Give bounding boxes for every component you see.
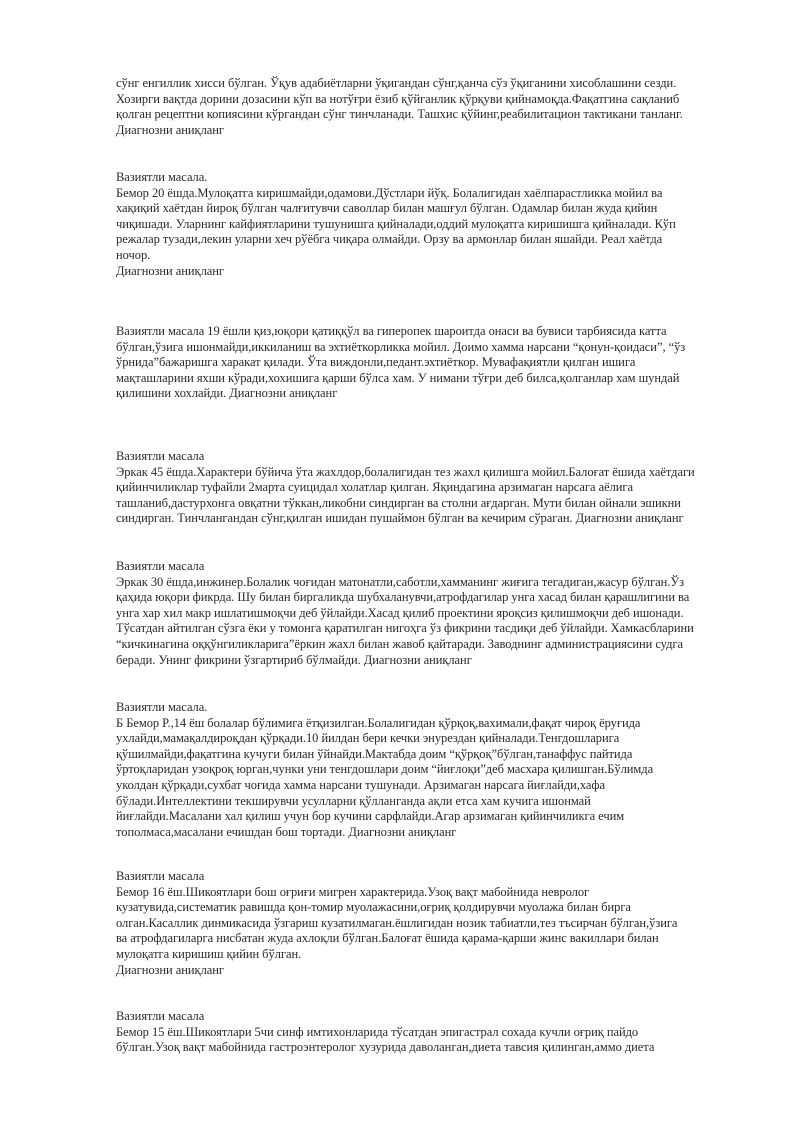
case-7: Вазиятли масала Бемор 15 ёш.Шикоятлари 5чи синф имтихонларида тўсатдан эпигастрал сохада кучли оғриқ пайдо бўлган.Узоқ вақт мабойнида гастроэнтеролог хузурида даволанган,диета тавсия қилинган,аммо диета: [116, 1009, 655, 1055]
case-5: Вазиятли масала. Б Бемор Р.,14 ёш болалар бўлимига ётқизилган.Болалигидан қўрқоқ,вахимали,фақат чироқ ёруғида ухлайди,мамақалдироқдан қўрқади.10 йилдан бери кечки энурездан қийналади.Тенгдошларига қўшилмайди,фақатгина кучуги билан ўйнайди.Мактабда доим “қўрқоқ”бўлган,танаффус пайтида ўртоқларидан узоқроқ юрган,чунки уни тенгдошлари доим “йиғлоқи”деб масхара қилишган.Бўлимда уколдан қўрқади,сухбат чоғида хамма нарсани тушунади. Арзимаган нарсага йиғлайди,хафа бўлади.Интеллектини текширувчи усулларни қўлланганда ақли етса хам кучига ишонмай йиғлайди.Масалани хал қилиш учун бор кучини сарфлайди.Агар арзимаган қийинчиликга ечим тополмаса,масалани ечишдан бош тортади. Диагнозни аниқланг: [116, 700, 654, 839]
case-3: Вазиятли масала Эркак 45 ёшда.Характери бўйича ўта жахлдор,болалигидан тез жахл қилишга мойил.Балоғат ёшида хаётдаги қийинчиликлар туфайли 2марта суицидал холатлар қилган. Яқиндагина арзимаган нарсага аёлига ташланиб,дастурхонга овқатни тўккан,ликобни синдирган ва столни ағдарган. Мути билан ойнали эшикни синдирган. Тинчлангандан сўнг,қилган ишидан пушаймон бўлган ва кечирим сўраган. Диагнозни аниқланг: [116, 449, 695, 526]
case-4: Вазиятли масала Эркак 30 ёшда,инжинер.Болалик чоғидан матонатли,саботли,хамманинг жиғига тегадиган,жасур бўлган.Ўз қаҳида юқори фикрда. Шу билан биргаликда шубхаланувчи,атрофдагилар унга хасад билан қарашлигини ва унга хар хил макр ишлатишмоқчи деб ўйлайди.Хасад қилиб проектини яроқсиз қилишмоқчи деб ишонади. Тўсатдан айтилган сўзга ёки у томонга қаратилган нигоҳга ўз фикрини тасдиқи деб ўйлайди. Хамкасбларини “кичкинагина оққўнгиликларига”ёркин жахл билан жавоб қайтаради. Заводнинг администрациясини судга беради. Унинг фикрини ўзгартириб бўлмайди. Диагнозни аниқланг: [116, 559, 694, 667]
paragraph-intro: сўнг енгиллик хисси бўлган. Ўқув адабиётларни ўқигандан сўнг,қанча сўз ўқиганини хисоблашини сезди. Хозирги вақтда дорини дозасини кўп ва нотўғри ёзиб қўйганлик қўрқуви қийнамоқда.Фақатгина сақланиб қолган рецептни копиясини кўргандан сўнг тинчланади. Ташхис қўйинг,реабилитацион тактикани танланг. Диагнозни аниқланг: [116, 76, 683, 137]
case-2: Вазиятли масала 19 ёшли қиз,юқори қатиққўл ва гиперопек шароитда онаси ва бувиси тарбиясида катта бўлган,ўзига ишонмайди,иккиланиш ва эхтиёткорликка мойил. Доимо хамма нарсани “қонун-қоидаси”, “ўз ўрнида”бажаришга харакат қилади. Ўта виждонли,педант.эхтиёткор. Мувафақиятли қилган ишига мақташларини яхши кўради,хохишига қарши бўлса хам. У нимани тўғри деб билса,қолганлар хам шундай қилишини хохлайди. Диагнозни аниқланг: [116, 324, 686, 401]
case-1: Вазиятли масала. Бемор 20 ёшда.Мулоқатга киришмайди,одамови.Дўстлари йўқ. Болалигидан хаёлпарастликка мойил ва хақиқий хаётдан йироқ бўлган чалғитувчи саволлар билан машғул бўлган. Одамлар билан жуда қийин чиқишади. Уларнинг кайфиятларини тушунишга қийналади,оддий мулоқатга киришишга қийналади. Кўп режалар тузади,лекин уларни хеч рўёбга чиқара олмайди. Орзу ва армонлар билан яшайди. Реал хаётда ночор. Диагнозни аниқланг: [116, 170, 676, 278]
case-6: Вазиятли масала Бемор 16 ёш.Шикоятлари бош оғриғи мигрен характерида.Узоқ вақт мабойнида невролог кузатувида,систематик равишда қон-томир муолажасини,оғриқ қолдирувчи муолажа билан бирга олган.Касаллик динмикасида ўзгариш кузатилмаган.ёшлигидан нозик табиатли,тез тъсирчан бўлган,ўзига ва атрофдагиларга нисбатан жуда ахлоқли бўлган.Балоғат ёшида қарама-қарши жинс вакиллари билан мулоқатга киришиш қийин бўлган. Диагнозни аниқланг: [116, 869, 678, 977]
